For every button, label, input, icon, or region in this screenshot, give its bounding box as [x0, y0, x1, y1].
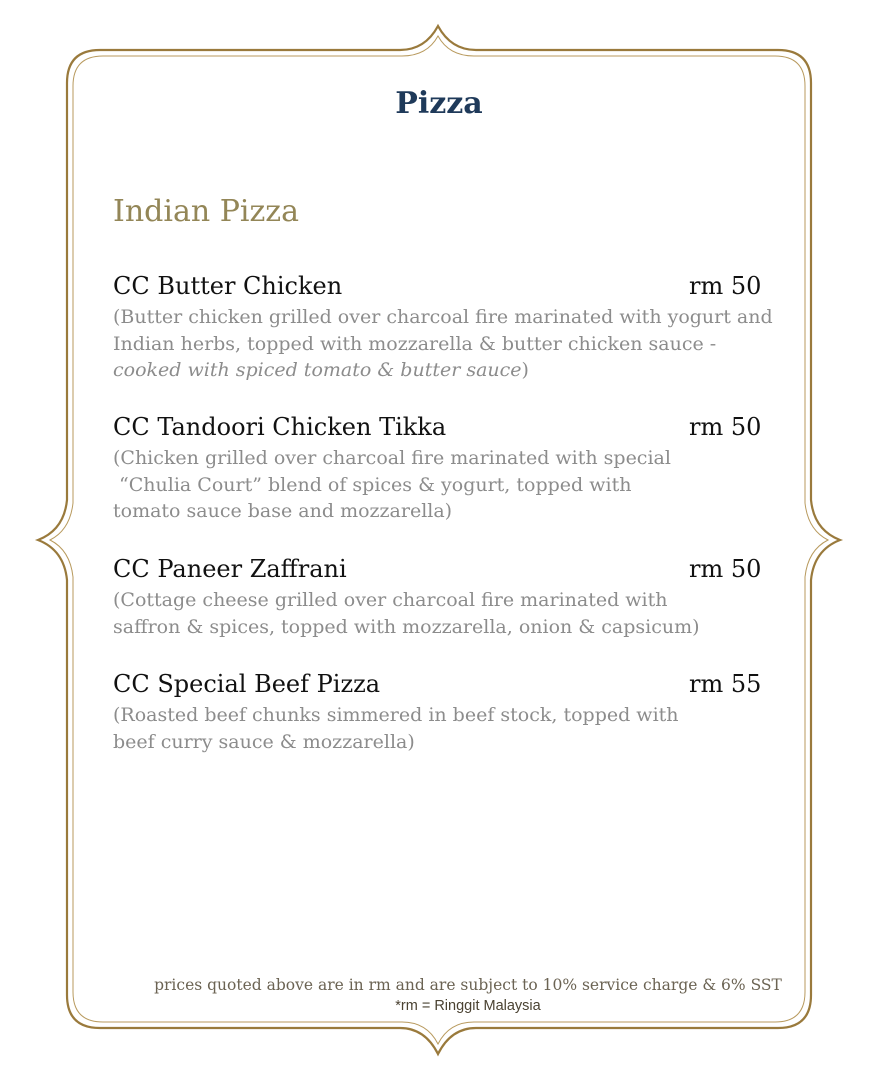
item-description — [113, 702, 793, 755]
description-line: (Cottage cheese grilled over charcoal fire marinated with — [113, 589, 668, 611]
description-line: “Chulia Court” blend of spices & yogurt, topped with — [113, 473, 632, 496]
item-price: rm 50 — [689, 555, 762, 583]
item-description — [113, 304, 793, 384]
description-line: (Chicken grilled over charcoal fire marinated with special — [113, 447, 671, 469]
section-title: Indian Pizza — [113, 194, 299, 229]
item-price: rm 50 — [689, 413, 762, 441]
item-name: CC Special Beef Pizza — [113, 670, 381, 698]
description-line: (Roasted beef chunks simmered in beef stock, topped with — [113, 704, 679, 726]
description-italic: cooked with spiced tomato & butter sauce — [113, 359, 522, 381]
item-name: CC Tandoori Chicken Tikka — [113, 413, 447, 441]
description-tail: ) — [521, 359, 529, 381]
description-line: saffron & spices, topped with mozzarella, onion & capsicum) — [113, 615, 700, 638]
footer-price-note: prices quoted above are in rm and are subject to 10% service charge & 6% SST — [154, 976, 782, 994]
item-name: CC Paneer Zaffrani — [113, 555, 347, 583]
description-line — [113, 357, 793, 384]
description-line: tomato sauce base and mozzarella) — [113, 500, 453, 522]
menu-item — [113, 272, 793, 384]
description-line: (Butter chicken grilled over charcoal fire marinated with yogurt and — [113, 306, 773, 328]
item-name: CC Butter Chicken — [113, 272, 343, 300]
item-price: rm 50 — [689, 272, 762, 300]
menu-item — [113, 670, 793, 755]
description-line: beef curry sauce & mozzarella) — [113, 730, 415, 753]
item-price: rm 55 — [689, 670, 762, 698]
page-title: Pizza — [395, 86, 483, 121]
description-line: Indian herbs, topped with mozzarella & butter chicken sauce - — [113, 332, 717, 355]
menu-item — [113, 413, 793, 525]
menu-item — [113, 555, 793, 640]
item-description — [113, 445, 793, 525]
item-description — [113, 587, 793, 640]
footer-currency-note: *rm = Ringgit Malaysia — [395, 998, 541, 1014]
